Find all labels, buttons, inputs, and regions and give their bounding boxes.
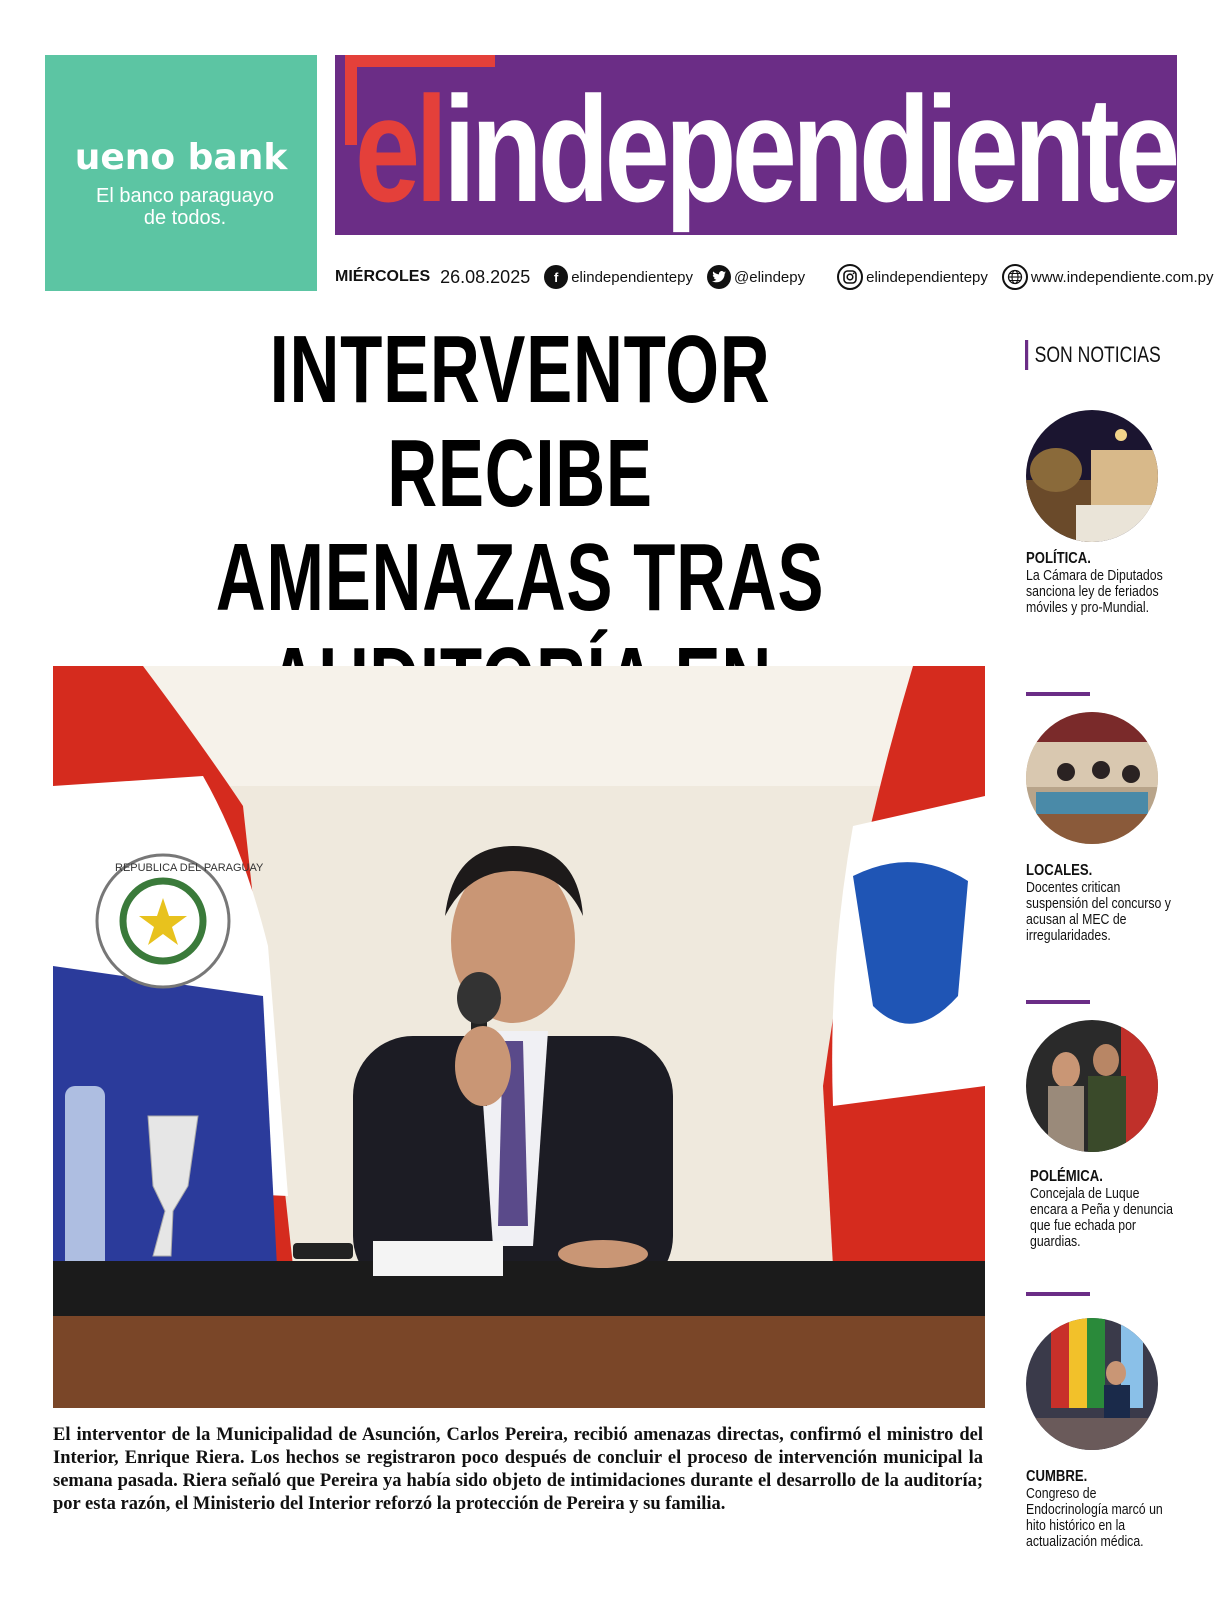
issue-date: 26.08.2025 bbox=[440, 266, 531, 287]
news-category: POLÉMICA. bbox=[1030, 1168, 1103, 1185]
sidebar-separator bbox=[1026, 692, 1090, 696]
headline-line-2: AMENAZAS TRAS bbox=[215, 524, 825, 631]
news-thumbnail[interactable] bbox=[1026, 1318, 1158, 1450]
twitter-link[interactable] bbox=[707, 265, 805, 289]
news-category: LOCALES. bbox=[1026, 862, 1093, 879]
sidebar bbox=[1020, 0, 1210, 1600]
news-thumbnail[interactable] bbox=[1026, 712, 1158, 844]
facebook-icon: f bbox=[544, 265, 568, 289]
news-thumbnail[interactable] bbox=[1026, 410, 1158, 542]
sidebar-title: SON NOTICIAS bbox=[1025, 340, 1161, 370]
ueno-bank-ad[interactable] bbox=[45, 55, 317, 291]
instagram-handle: elindependientepy bbox=[866, 268, 988, 286]
lede-paragraph: El interventor de la Municipalidad de Asunción, Carlos Pereira, recibió amenazas directas, confirmó el ministro del Interior, Enrique Riera. Los hechos se registraron poco después de concluir el proceso de intervención municipal la semana pasada. Riera señaló que Pereira ya había sido objeto de intimidaciones durante el desarrollo de la auditoría; por esta razón, el Ministerio del Interior reforzó la protección de Pereira y su familia. bbox=[53, 1425, 983, 1514]
ad-tagline: El banco paraguayo de todos. bbox=[96, 185, 274, 229]
sidebar-separator bbox=[1026, 1292, 1090, 1296]
logo-el: el bbox=[355, 65, 444, 233]
ad-brand: ueno bank bbox=[74, 137, 288, 178]
news-category: CUMBRE. bbox=[1026, 1468, 1088, 1485]
news-thumbnail[interactable] bbox=[1026, 1020, 1158, 1152]
news-category: POLÍTICA. bbox=[1026, 550, 1091, 567]
news-summary: Congreso de Endocrinología marcó un hito histórico en la actualización médica. bbox=[1026, 1485, 1163, 1550]
main-photo[interactable] bbox=[53, 666, 985, 1408]
sidebar-separator bbox=[1026, 1000, 1090, 1004]
instagram-icon bbox=[837, 264, 863, 290]
twitter-icon bbox=[707, 265, 731, 289]
issue-day: MIÉRCOLES bbox=[335, 268, 431, 285]
facebook-handle: elindependientepy bbox=[571, 268, 693, 286]
website-url: www.independiente.com.py bbox=[1030, 268, 1214, 286]
headline-line-1: INTERVENTOR RECIBE bbox=[269, 316, 771, 527]
logo-independiente: independiente bbox=[443, 65, 1176, 233]
seal-text: REPUBLICA DEL PARAGUAY bbox=[115, 862, 264, 874]
instagram-link[interactable] bbox=[837, 264, 988, 290]
news-summary: La Cámara de Diputados sanciona ley de feriados móviles y pro-Mundial. bbox=[1026, 567, 1163, 616]
facebook-link[interactable] bbox=[544, 265, 693, 289]
twitter-handle: @elindepy bbox=[734, 268, 806, 286]
news-summary: Concejala de Luque encara a Peña y denuncia que fue echada por guardias. bbox=[1030, 1185, 1173, 1250]
news-summary: Docentes critican suspensión del concurso y acusan al MEC de irregularidades. bbox=[1026, 879, 1171, 944]
